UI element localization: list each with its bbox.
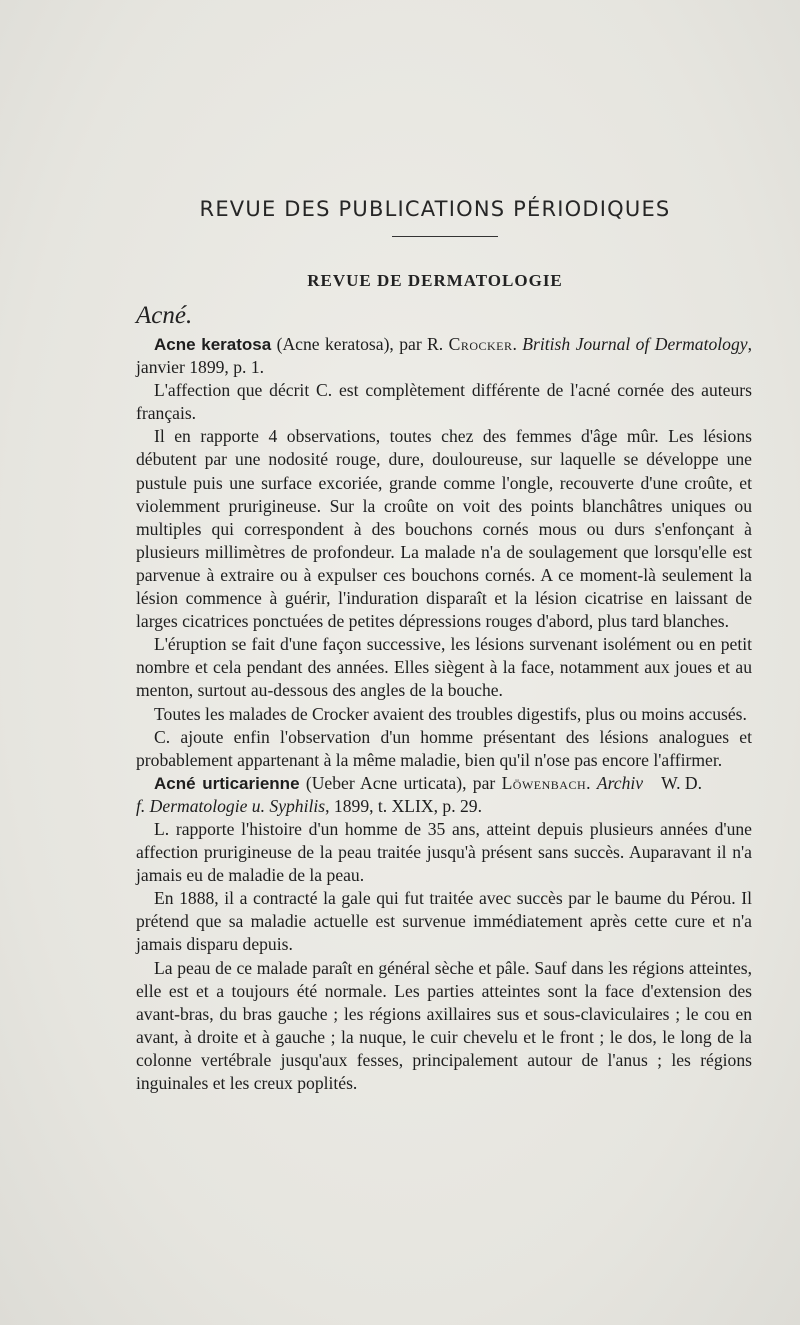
- paragraph: L'affection que décrit C. est complètement différente de l'acné cornée des auteurs français.: [136, 380, 752, 424]
- paragraph: L. rapporte l'histoire d'un homme de 35 ans, atteint depuis plusieurs années d'une affection prurigineuse de la peau traitée jusqu'à présent sans succès. Auparavant il n'a jamais eu de maladie de la peau.: [136, 818, 752, 886]
- paragraph: L'éruption se fait d'une façon successive, les lésions survenant isolément ou en petit nombre et cela pendant des années. Elles siègent à la face, notamment aux joues et au menton, surtout au-dessous des angles de la bouche.: [136, 634, 752, 701]
- article-1-journal: British Journal of Dermatology: [522, 334, 748, 354]
- article-1-ref-sep: .: [512, 334, 523, 354]
- article-1-author: Crocker: [448, 334, 513, 354]
- article-1-ref-details: , janvier 1899, p. 1.: [136, 334, 752, 378]
- article-2-ref-sep: .: [586, 772, 597, 793]
- paragraph: Il en rapporte 4 observations, toutes chez des femmes d'âge mûr. Les lésions débutent par une nodosité rouge, dure, douloureuse, sur laquelle se développe une pustule puis une surface excoriée, grande comme l'ongle, recouverte d'une croûte, et violemment prurigineuse. Sur la croûte on voit des points blanchâtres uniques ou multiples qui correspondent à des bouchons cornés mous ou durs s'enfonçant à plusieurs millimètres de profondeur. La malade n'a de soulagement que lorsqu'elle est parvenue à extraire ou à expulser ces bouchons cornés. A ce moment-là seulement la lésion commence à guérir, l'induration disparaît et la lésion cicatrise en laissant de larges cicatrices ponctuées de petites dépressions rouges d'abord, plus tard blanches.: [136, 426, 752, 632]
- article-2-journal: Archiv f. Dermatologie u. Syphilis: [136, 772, 644, 816]
- article-2-ref-details: , 1899, t. XLIX, p. 29.: [325, 795, 482, 816]
- title-divider: [392, 236, 498, 237]
- article-1-title: Acne keratosa: [154, 335, 272, 354]
- article-1-reference: [136, 333, 752, 379]
- paragraph-text: C. ajoute enfin l'observation d'un homme présentant des lésions analogues et probablement appartenant à la même maladie, bien qu'il n'ose pas encore l'affirmer.: [136, 726, 752, 770]
- paragraph: En 1888, il a contracté la gale qui fut traitée avec succès par le baume du Pérou. Il prétend que sa maladie actuelle est survenue immédiatement après cette cure et n'a jamais disparu depuis.: [136, 888, 752, 955]
- topic-heading: Acné.: [136, 302, 193, 329]
- paragraph: Toutes les malades de Crocker avaient des troubles digestifs, plus ou moins accusés.: [154, 703, 747, 724]
- page-title: REVUE DES PUBLICATIONS PÉRIODIQUES: [199, 197, 671, 221]
- paragraph: La peau de ce malade paraît en général sèche et pâle. Sauf dans les régions atteintes, elle est et a toujours été normale. Les parties atteintes sont la face d'extension des avant-bras, du bras gauche ; les régions axillaires sus et sous-claviculaires ; le cou en avant, à droite et à gauche ; la nuque, le cuir chevelu et le front ; le dos, le long de la colonne vertébrale jusqu'aux fesses, principalement autour de l'anus ; les régions inguinales et les creux poplités.: [136, 957, 752, 1093]
- section-subtitle: REVUE DE DERMATOLOGIE: [307, 271, 563, 290]
- article-body: [136, 333, 752, 1095]
- article-2-author: Löwenbach: [501, 772, 587, 793]
- article-2-ref-text: (Ueber Acne urticata), par: [299, 772, 502, 793]
- article-1-ref-text: (Acne keratosa), par R.: [271, 334, 449, 354]
- article-2-title: Acné urticarienne: [154, 773, 300, 793]
- author-signature: W. D.: [661, 772, 702, 793]
